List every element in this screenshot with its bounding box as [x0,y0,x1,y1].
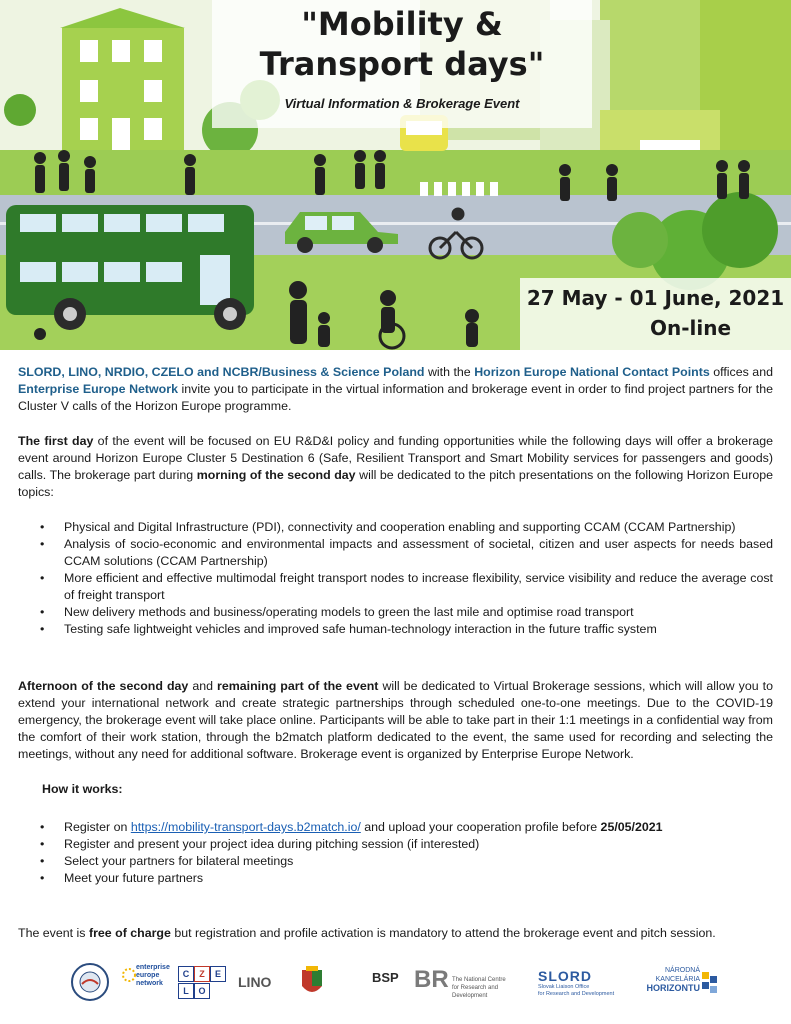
list-item: • Physical and Digital Infrastructure (PDI), connectivity and cooperation enabling and supporting CCAM (CCAM Partnership) [18,519,773,536]
list-item: • Analysis of socio-economic and environmental impacts and assessment of societal, citizen and user aspects for needs based CCAM solutions (CCAM Partnership) [18,536,773,570]
squares-icon [702,972,720,996]
deadline-date: 25/05/2021 [600,820,663,834]
list-item: • Register on https://mobility-transport-days.b2match.io/ and upload your cooperation profile before 25/05/2021 [18,819,773,836]
partner-logos: enterprise europe network C Z E L O LINO BSP BR The National Centre for Research and Development SLORD Slovak Liaison Office for Research and Development NÁRODNÁ KANCELÁRIA HORIZONTU [60,962,740,1010]
organizers: SLORD, LINO, NRDIO, CZELO and NCBR/Business & Science Poland [18,365,425,379]
lino-logo: LINO [238,974,272,990]
list-item: • Meet your future partners [18,870,773,887]
event-banner [0,0,791,350]
crest-logo [292,964,332,1002]
bsp-logo: BSP [372,970,399,985]
event-title: "Mobility & Transport days" [259,5,545,83]
bus-graphic [6,205,254,330]
event-mode: On-line [649,316,732,340]
fee-paragraph: The event is free of charge but registration and profile activation is mandatory to attend the brokerage event and pitch session. [18,926,716,940]
intro-paragraph: SLORD, LINO, NRDIO, CZELO and NCBR/Business & Science Poland with the Horizon Europe National Contact Points offices and Enterprise Europe Network invite you to participate in the virtual information and brokerage event in order to find project partners for the Cluster V calls of the Horizon Europe programme. [18,365,774,413]
czelo-logo: C Z E L O [178,966,226,1000]
event-dates: 27 May - 01 June, 2021 [526,286,785,310]
document-body [18,364,773,942]
list-item: • More efficient and effective multimodal freight transport nodes to increase flexibility, service visibility and reduce the average cost of freight transport [18,570,773,604]
ncp-text: Horizon Europe National Contact Points [474,365,710,379]
event-subtitle: Virtual Information & Brokerage Event [284,96,520,111]
list-item: • New delivery methods and business/operating models to green the last mile and optimise road transport [18,604,773,621]
banner-title-box [212,0,592,128]
stars-icon [122,968,136,982]
brokerage-paragraph: Afternoon of the second day and remaining part of the event will be dedicated to Virtual Brokerage sessions, which will allow you to extend your international network and create strategic partnerships through scheduled one-to-one meetings. Due to the COVID-19 emergency, the brokerage event will take place online. Participants will be able to take part in their 1:1 meetings in a confidential way from the comfort of their work station, through the b2match platform dedicated to the event, the same used for recording and selecting the meetings, without any need for additional software. Brokerage event is organized by Enterprise Europe Network. [18,679,773,761]
list-item: • Testing safe lightweight vehicles and improved safe human-technology interaction in the future traffic system [18,621,773,638]
list-item: • Register and present your project idea during pitching session (if interested) [18,836,773,853]
nkh-logo: NÁRODNÁ KANCELÁRIA HORIZONTU [630,966,730,993]
banner-date-box [520,278,791,350]
een-text: Enterprise Europe Network [18,382,178,396]
seal-logo [70,962,110,1002]
list-item: • Select your partners for bilateral meetings [18,853,773,870]
program-paragraph: The first day of the event will be focused on EU R&D&I policy and funding opportunities while the following days will offer a brokerage event around Horizon Europe Cluster 5 Destination 6 (Safe, Resilient Transport and Smart Mobility services for passengers and goods) calls. The brokerage part during morning of the second day will be dedicated to the pitch presentations on the following Horizon Europe topics: [18,434,773,499]
registration-link[interactable]: https://mobility-transport-days.b2match.io/ [130,820,361,834]
house-graphic [60,8,185,154]
steps-list [18,819,773,887]
how-it-works-heading: How it works: [42,782,123,796]
topics-list [18,519,773,638]
slord-logo: SLORD Slovak Liaison Office for Research and Development [538,968,615,997]
